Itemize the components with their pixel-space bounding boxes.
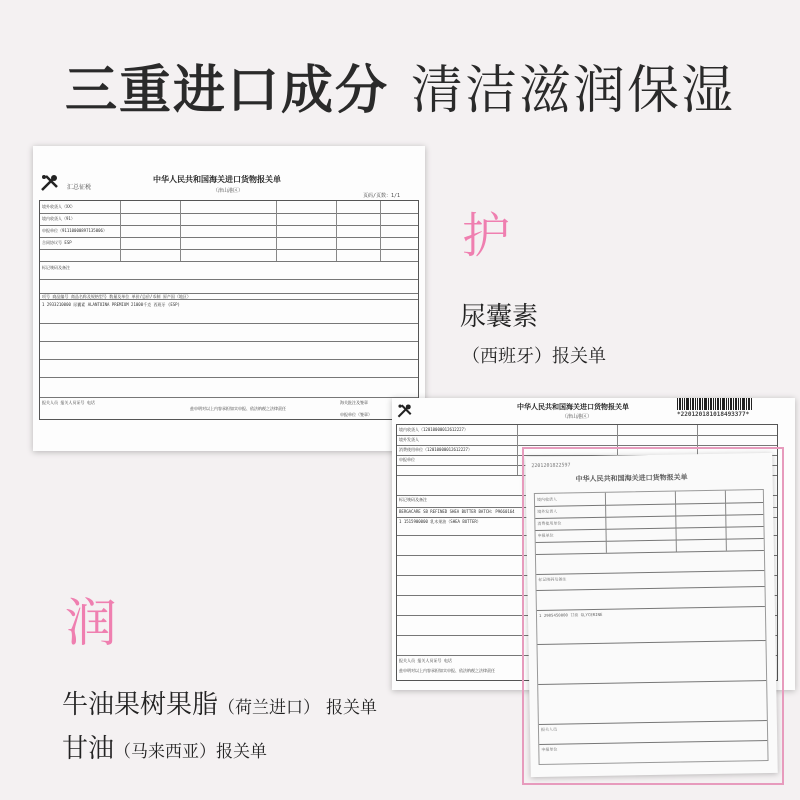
- form-subtitle: （津山港区）: [213, 188, 244, 194]
- footer-line: 报关人员: [540, 726, 558, 732]
- footer-line: 海关批注及签章: [340, 400, 368, 405]
- row-label: 申报单位（91110000897135006）: [42, 228, 107, 233]
- form-subtitle: （津山港区）: [562, 414, 593, 420]
- row-label: 境内收货人（12010000012612227）: [399, 427, 468, 432]
- highlight-frame: [522, 447, 784, 785]
- form-title: 中华人民共和国海关进口货物报关单: [153, 175, 281, 184]
- row-label: 标记唛码及备注: [42, 265, 70, 270]
- headline-light: 清洁滋润保湿: [411, 61, 736, 121]
- footer-line: 申报单位: [541, 746, 558, 752]
- row-label: 申报单位: [399, 457, 415, 462]
- item-line: 1 2933210000 尿囊素 ALANTOINA PREMIUM 21000千克 西班牙 (ESP): [42, 302, 180, 307]
- barcode-icon: [677, 398, 752, 410]
- row-label: 标记唛码及备注: [399, 497, 427, 502]
- item-1-name: 牛油果树果脂: [62, 690, 219, 720]
- barcode-number: 2201201822597: [531, 462, 571, 470]
- row-label: 消费使用单位（12010000012612227）: [399, 447, 472, 452]
- headline: [0, 48, 800, 123]
- footer-line: 报关人员 报关人员证号 电话: [42, 400, 95, 405]
- item-1-origin: （荷兰进口）: [218, 698, 321, 718]
- row-label: 境外发货人: [399, 437, 419, 442]
- remark-line: BERGACARE SB REFINED SHEA BUTTER BATCH: P9660164: [399, 509, 515, 514]
- item-line: 1 2905450000 甘油 GLYCERINE: [538, 611, 603, 618]
- row-label: 境内收货人（91）: [42, 216, 75, 221]
- row-label: 境外收货人（XX）: [42, 204, 75, 209]
- moisturize-heading: 润: [65, 594, 118, 654]
- row-label: 消费使用单位: [537, 520, 562, 526]
- protect-origin: （西班牙）报关单: [462, 346, 606, 367]
- footer-line: 兹申明对以上内容承担如实申报、依法纳税之法律责任: [190, 406, 286, 411]
- moisturize-item-2: [62, 728, 267, 765]
- row-label: 申报单位: [537, 532, 554, 538]
- row-label: 合同协议号 ESP: [42, 240, 72, 245]
- protect-heading: 护: [462, 208, 511, 264]
- customs-declaration-allantoin: [33, 146, 425, 451]
- form-corner-label: 汇总征税: [67, 184, 92, 191]
- row-label: 境外发货人: [537, 508, 558, 514]
- form-table: [39, 200, 419, 420]
- item-1-suffix: 报关单: [326, 698, 378, 718]
- customs-emblem-icon: [39, 172, 61, 194]
- customs-emblem-icon: [396, 402, 414, 420]
- footer-line: 申报单位（签章）: [340, 412, 372, 417]
- form-title: 中华人民共和国海关进口货物报关单: [575, 473, 688, 484]
- item-2-suffix: 报关单: [216, 742, 268, 762]
- column-header: 项号 商品编号 商品名称及规格型号 数量及单位 单价/总价/币制 原产国（地区）: [42, 294, 191, 299]
- item-line: 1 1515900000 乳木果油（SHEA BUTTER）: [399, 519, 481, 524]
- footer-line: 兹申明对以上内容承担如实申报、依法纳税之法律责任: [399, 668, 495, 673]
- row-label: 境内收货人: [536, 496, 558, 502]
- row-label: 标记唛码及备注: [538, 576, 567, 582]
- page-number: 页码/页数：1/1: [363, 193, 401, 199]
- headline-bold: 三重进口成分: [64, 61, 389, 121]
- item-2-origin: （马来西亚）: [114, 742, 217, 762]
- barcode-number: *2201201810184933​77*: [677, 411, 750, 418]
- footer-line: 报关人员 报关人员证号 电话: [399, 658, 452, 663]
- moisturize-item-1: [62, 684, 377, 721]
- protect-ingredient: 尿囊素: [460, 302, 539, 332]
- form-title: 中华人民共和国海关进口货物报关单: [517, 403, 629, 411]
- item-2-name: 甘油: [62, 734, 115, 764]
